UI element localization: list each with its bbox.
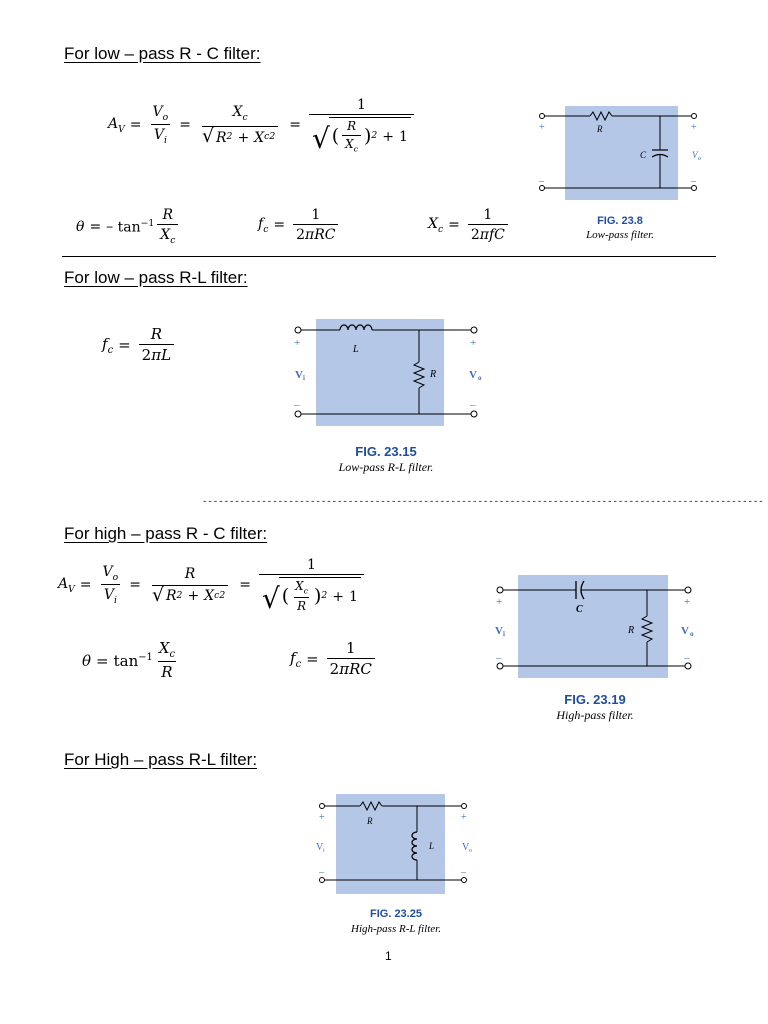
svg-text:V: V bbox=[462, 842, 470, 853]
svg-text:+: + bbox=[294, 337, 301, 349]
svg-text:o: o bbox=[478, 374, 482, 382]
svg-text:L: L bbox=[429, 841, 435, 851]
figure-caption-23-15: Low-pass R-L filter. bbox=[338, 460, 434, 474]
dashed-separator: -------------------------------------------------------------------------------------------------------- bbox=[202, 497, 764, 507]
svg-text:+: + bbox=[470, 337, 477, 349]
svg-text:–: – bbox=[461, 867, 466, 878]
equation-cutoff-lowpass-rc: $f_c$ = $\frac{1}{\text{2πRC}}$ bbox=[258, 207, 341, 243]
equation-gain-lowpass-rc: $A_V$ = $\frac{V_o}{V_i}$ = $X_c$ √ R 2 + X c 2 = 1 √ ( $\frac{R}{X_c}$ ) 2 + 1 bbox=[108, 97, 417, 153]
svg-text:L: L bbox=[353, 344, 359, 355]
svg-text:o: o bbox=[698, 156, 701, 162]
svg-text:–: – bbox=[539, 176, 544, 187]
figure-caption-23-8: Low-pass filter. bbox=[586, 229, 654, 241]
figure-highpass-rl-circuit bbox=[312, 792, 478, 896]
svg-text:R: R bbox=[628, 625, 635, 636]
svg-text:R: R bbox=[430, 369, 437, 380]
svg-text:–: – bbox=[684, 652, 690, 664]
figure-number-23-8: FIG. 23.8 bbox=[597, 215, 643, 227]
svg-text:–: – bbox=[319, 867, 324, 878]
svg-text:R: R bbox=[367, 816, 373, 826]
svg-text:+: + bbox=[691, 122, 697, 133]
svg-text:–: – bbox=[470, 399, 476, 411]
svg-text:+: + bbox=[461, 812, 467, 823]
svg-text:–: – bbox=[496, 652, 502, 664]
svg-text:–: – bbox=[691, 176, 696, 187]
equation-cutoff-lowpass-rl: $f_c$ = $\frac{R}{2\pi L}$ bbox=[102, 326, 177, 365]
section-divider bbox=[62, 256, 716, 257]
svg-text:o: o bbox=[690, 630, 694, 638]
figure-lowpass-rc-circuit bbox=[532, 100, 712, 206]
heading-lowpass-rl: For low – pass R-L filter: bbox=[64, 268, 248, 287]
svg-text:V: V bbox=[316, 842, 324, 853]
svg-text:i: i bbox=[323, 848, 325, 854]
figure-number-23-19: FIG. 23.19 bbox=[564, 692, 626, 707]
svg-text:o: o bbox=[469, 848, 472, 854]
figure-number-23-25: FIG. 23.25 bbox=[370, 908, 422, 920]
svg-text:–: – bbox=[294, 399, 300, 411]
figure-caption-23-25: High-pass R-L filter. bbox=[351, 923, 441, 935]
svg-text:C: C bbox=[576, 604, 583, 615]
svg-text:+: + bbox=[496, 596, 503, 608]
svg-text:i: i bbox=[303, 374, 305, 382]
heading-highpass-rc: For high – pass R - C filter: bbox=[64, 524, 268, 543]
equation-gain-highpass-rc: $A_V$ = $\frac{V_o}{V_i}$ = R √ R 2 + X c 2 = 1 √ ( $\frac{X_c}{R}$ ) 2 + 1 bbox=[58, 557, 367, 613]
heading-highpass-rl: For High – pass R-L filter: bbox=[64, 750, 258, 769]
equation-phase-highpass-rc: θ = $\tan^{-1}$ $\frac{X_c}{R}$ bbox=[82, 639, 176, 682]
equation-phase-lowpass-rc: θ = – $\tan^{-1}$ $\frac{R}{X_c}$ bbox=[76, 207, 181, 247]
heading-lowpass-rc: For low – pass R - C filter: bbox=[64, 44, 261, 63]
figure-shade bbox=[565, 106, 678, 200]
svg-text:C: C bbox=[640, 150, 647, 160]
page-number: 1 bbox=[385, 949, 392, 963]
svg-text:i: i bbox=[503, 630, 505, 638]
equation-cutoff-highpass-rc: $f_c$ = $\frac{1}{\text{2πRC}}$ bbox=[290, 640, 378, 679]
svg-text:V: V bbox=[681, 625, 689, 637]
svg-text:V: V bbox=[469, 369, 477, 381]
svg-text:V: V bbox=[495, 625, 503, 637]
equation-reactance-capacitor: $X_c$ = $\frac{1}{\text{2πfC}}$ bbox=[428, 207, 511, 243]
svg-text:+: + bbox=[539, 122, 545, 133]
svg-text:+: + bbox=[319, 812, 325, 823]
figure-caption-23-19: High-pass filter. bbox=[556, 708, 634, 722]
figure-shade bbox=[316, 319, 444, 426]
svg-text:V: V bbox=[295, 369, 303, 381]
svg-text:+: + bbox=[684, 596, 691, 608]
figure-lowpass-rl-circuit bbox=[288, 314, 488, 432]
figure-highpass-rc-circuit bbox=[490, 570, 700, 682]
figure-number-23-15: FIG. 23.15 bbox=[355, 444, 417, 459]
svg-text:R: R bbox=[597, 124, 603, 134]
svg-text:V: V bbox=[692, 150, 698, 160]
